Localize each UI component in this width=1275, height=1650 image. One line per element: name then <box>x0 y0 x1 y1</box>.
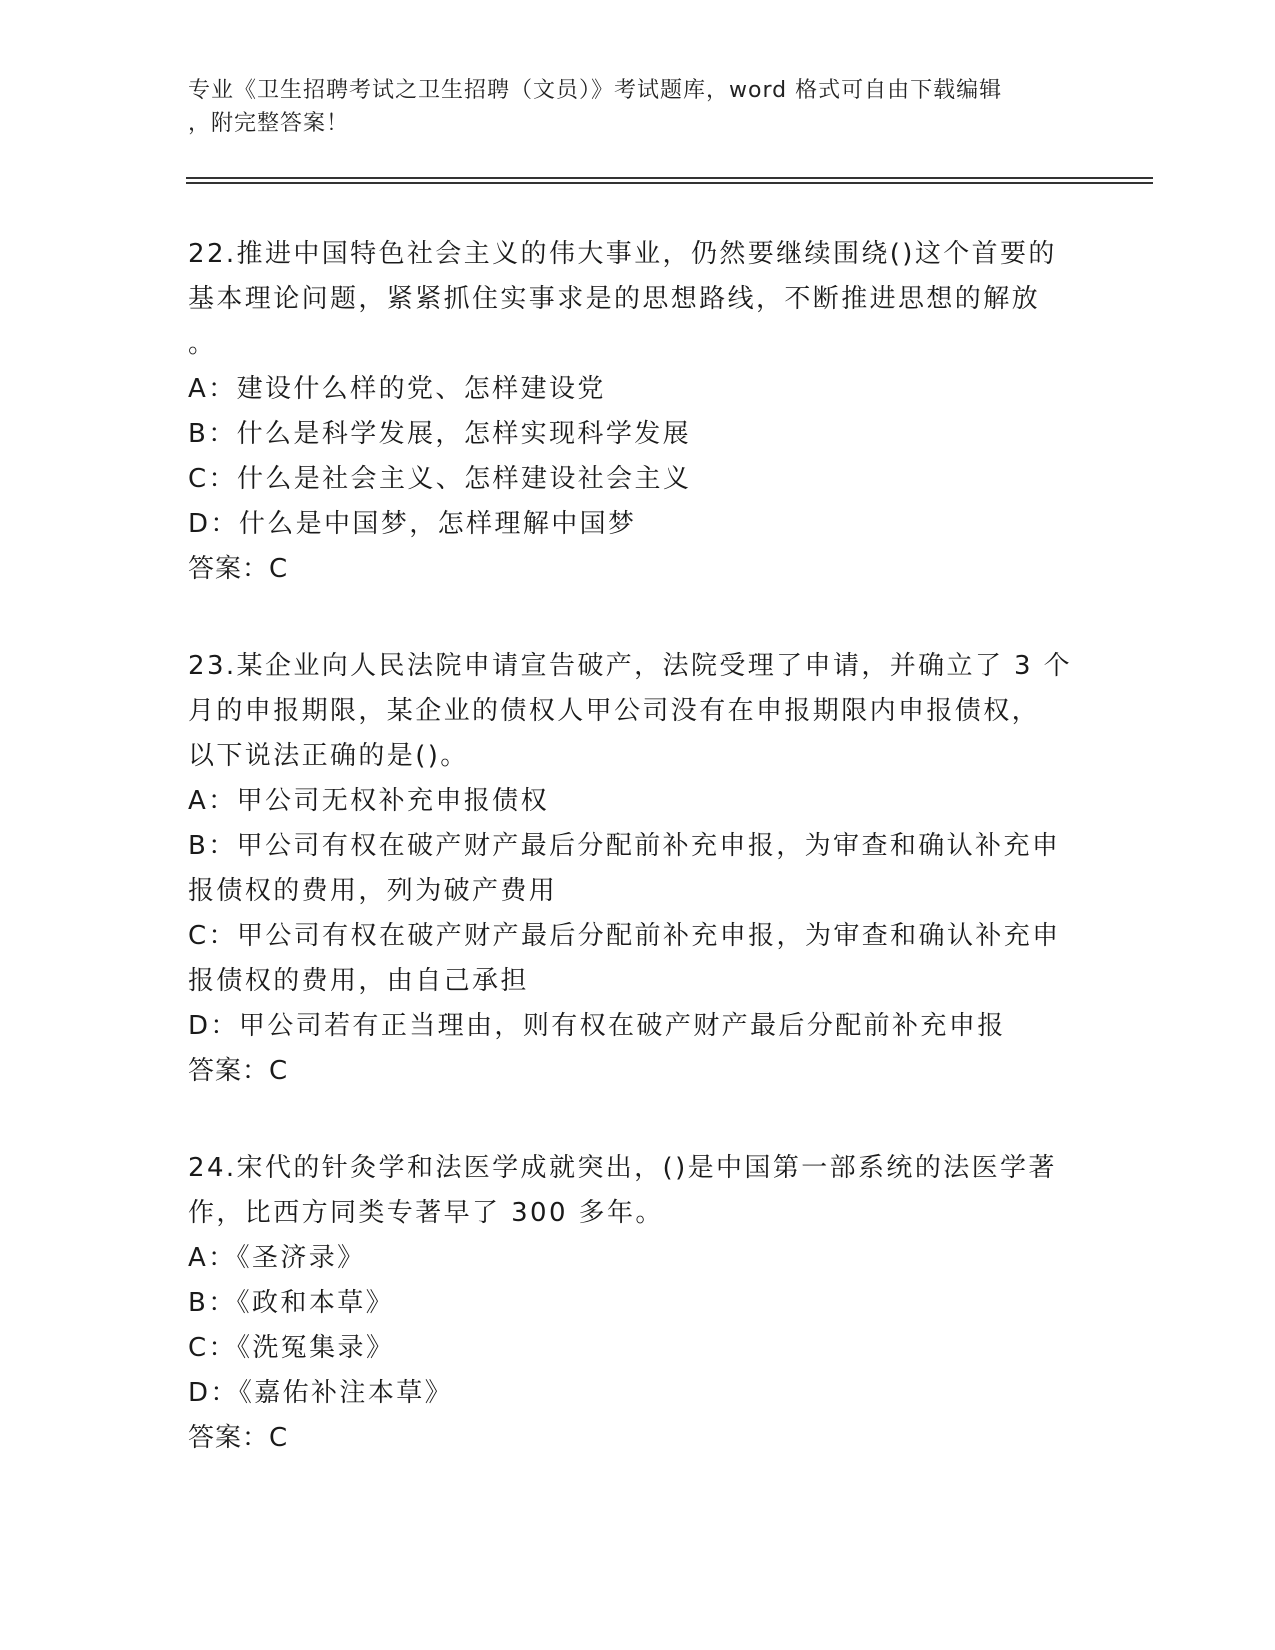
question-22 <box>188 232 1078 592</box>
question-24 <box>188 1146 1078 1461</box>
option-b: B：什么是科学发展，怎样实现科学发展 <box>188 419 692 449</box>
option-a: A：建设什么样的党、怎样建设党 <box>188 374 606 404</box>
question-stem-line: 22.推进中国特色社会主义的伟大事业，仍然要继续围绕()这个首要的 <box>188 239 1057 269</box>
question-stem-line: 23.某企业向人民法院申请宣告破产，法院受理了申请，并确立了 3 个 <box>188 651 1073 681</box>
question-stem-line: 。 <box>188 329 217 359</box>
header-line-2: ，附完整答案！ <box>188 111 350 136</box>
answer-label: 答案：C <box>188 554 289 584</box>
header-divider-bottom <box>186 182 1153 184</box>
header-divider-top <box>186 177 1153 179</box>
answer-label: 答案：C <box>188 1423 289 1453</box>
option-d: D：《嘉佑补注本草》 <box>188 1378 454 1408</box>
option-b: B：《政和本草》 <box>188 1288 395 1318</box>
question-stem-line: 月的申报期限，某企业的债权人甲公司没有在申报期限内申报债权， <box>188 696 1041 726</box>
option-b-continued: 报债权的费用，列为破产费用 <box>188 876 558 906</box>
answer-label: 答案：C <box>188 1056 289 1086</box>
question-stem-line: 基本理论问题，紧紧抓住实事求是的思想路线，不断推进思想的解放 <box>188 284 1041 314</box>
option-c: C：甲公司有权在破产财产最后分配前补充申报，为审查和确认补充申 <box>188 921 1061 951</box>
document-header <box>188 74 1068 140</box>
question-23 <box>188 644 1078 1094</box>
header-line-1: 专业《卫生招聘考试之卫生招聘（文员）》考试题库，word 格式可自由下载编辑 <box>188 78 1003 103</box>
option-a: A：《圣济录》 <box>188 1243 366 1273</box>
option-d: D：什么是中国梦，怎样理解中国梦 <box>188 509 637 539</box>
question-stem-line: 以下说法正确的是()。 <box>188 741 469 771</box>
option-b: B：甲公司有权在破产财产最后分配前补充申报，为审查和确认补充申 <box>188 831 1061 861</box>
question-stem-line: 24.宋代的针灸学和法医学成就突出，()是中国第一部系统的法医学著 <box>188 1153 1057 1183</box>
question-stem-line: 作，比西方同类专著早了 300 多年。 <box>188 1198 664 1228</box>
option-c-continued: 报债权的费用，由自己承担 <box>188 966 529 996</box>
option-c: C：什么是社会主义、怎样建设社会主义 <box>188 464 692 494</box>
option-c: C：《洗冤集录》 <box>188 1333 395 1363</box>
option-d: D：甲公司若有正当理由，则有权在破产财产最后分配前补充申报 <box>188 1011 1006 1041</box>
option-a: A：甲公司无权补充申报债权 <box>188 786 549 816</box>
